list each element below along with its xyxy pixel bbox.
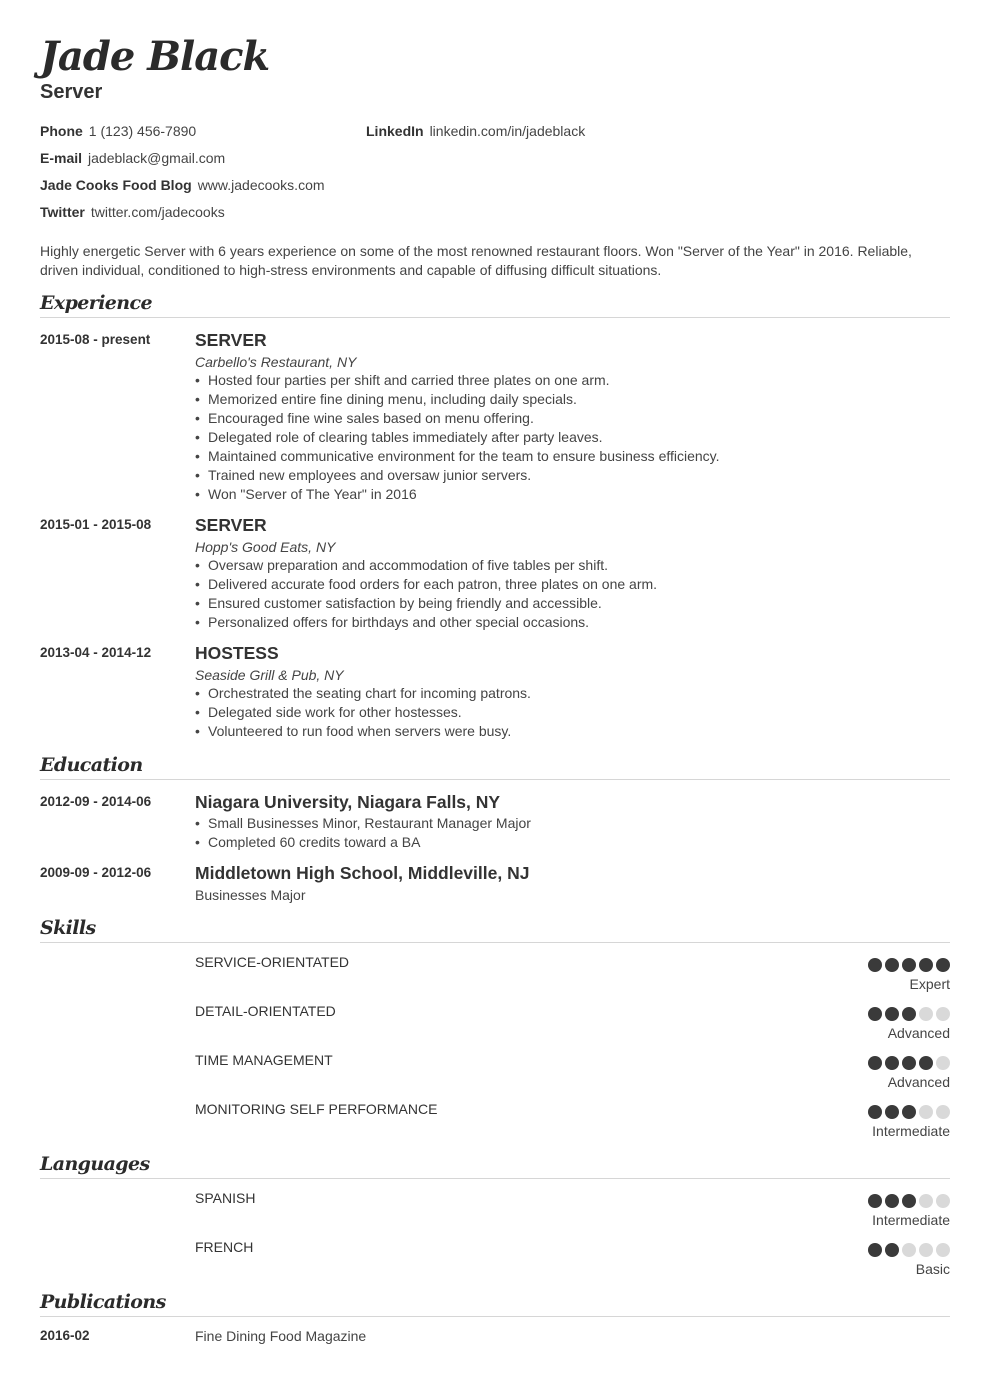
skill-level: Intermediate — [872, 1123, 950, 1139]
list-item: • Maintained communicative environment for the team to ensure business efficiency. — [195, 447, 720, 466]
summary: Highly energetic Server with 6 years experience on some of the most renowned restaurant floors. Won "Server of the Year" in 2016. Reliable, driven individual, conditioned to high-stress environments and capable of diffusing difficult situations. — [40, 243, 912, 278]
publication-date: 2016-02 — [40, 1328, 90, 1343]
job-date: 2013-04 - 2014-12 — [40, 645, 152, 660]
job-company: Hopp's Good Eats, NY — [195, 539, 336, 555]
list-item: • Encouraged fine wine sales based on menu offering. — [195, 409, 720, 428]
job-bullets — [195, 371, 720, 504]
job-date: 2015-01 - 2015-08 — [40, 517, 152, 532]
job-title: SERVER — [195, 330, 267, 350]
contact-linkedin-label: LinkedIn — [366, 123, 424, 139]
rating-dot-filled — [885, 958, 899, 972]
section-languages-title: Languages — [40, 1153, 150, 1175]
list-item: • Oversaw preparation and accommodation of five tables per shift. — [195, 556, 657, 575]
education-school: Middletown High School, Middleville, NJ — [195, 863, 530, 883]
list-item: • Delivered accurate food orders for each patron, three plates on one arm. — [195, 575, 657, 594]
contact-twitter-value[interactable]: twitter.com/jadecooks — [90, 204, 225, 220]
contact-linkedin-value[interactable]: linkedin.com/in/jadeblack — [429, 123, 586, 139]
rating-dot-empty — [919, 1194, 933, 1208]
rating-dot-filled — [919, 958, 933, 972]
education-bullets — [195, 814, 531, 852]
contact-blog-label: Jade Cooks Food Blog — [40, 177, 192, 193]
rating-dot-filled — [936, 958, 950, 972]
language-name: SPANISH — [195, 1190, 256, 1206]
list-item: • Delegated role of clearing tables immediately after party leaves. — [195, 428, 720, 447]
contact-email-label: E-mail — [40, 150, 83, 166]
language-rating — [868, 1194, 950, 1208]
skill-name: DETAIL-ORIENTATED — [195, 1003, 336, 1019]
section-experience — [40, 292, 950, 318]
contact-email-value[interactable]: jadeblack@gmail.com — [88, 150, 226, 166]
rating-dot-empty — [936, 1056, 950, 1070]
contact-twitter-label: Twitter — [40, 204, 85, 220]
candidate-title: Server — [40, 81, 103, 103]
rating-dot-filled — [902, 958, 916, 972]
skill-name: MONITORING SELF PERFORMANCE — [195, 1101, 438, 1117]
list-item: • Completed 60 credits toward a BA — [195, 833, 531, 852]
rating-dot-empty — [919, 1105, 933, 1119]
section-publications-title: Publications — [40, 1291, 166, 1313]
rating-dot-empty — [936, 1194, 950, 1208]
job-bullets — [195, 556, 657, 632]
rating-dot-filled — [902, 1105, 916, 1119]
rating-dot-filled — [919, 1056, 933, 1070]
list-item: • Won "Server of The Year" in 2016 — [195, 485, 720, 504]
list-item: • Ensured customer satisfaction by being friendly and accessible. — [195, 594, 657, 613]
language-rating — [868, 1243, 950, 1257]
rating-dot-filled — [868, 1243, 882, 1257]
candidate-name: Jade Black — [40, 33, 270, 80]
skill-level: Advanced — [887, 1074, 950, 1090]
contact-twitter — [40, 204, 225, 220]
section-education-title: Education — [40, 754, 143, 776]
skill-level: Expert — [909, 976, 950, 992]
contact-blog-value[interactable]: www.jadecooks.com — [197, 177, 325, 193]
rating-dot-filled — [902, 1056, 916, 1070]
education-school: Niagara University, Niagara Falls, NY — [195, 792, 501, 812]
rating-dot-empty — [919, 1243, 933, 1257]
job-title: SERVER — [195, 515, 267, 535]
education-date: 2009-09 - 2012-06 — [40, 865, 152, 880]
section-skills-title: Skills — [40, 917, 96, 939]
rating-dot-empty — [902, 1243, 916, 1257]
skill-level: Advanced — [887, 1025, 950, 1041]
contact-phone — [40, 123, 196, 139]
rating-dot-empty — [936, 1007, 950, 1021]
rating-dot-filled — [868, 1194, 882, 1208]
list-item: • Hosted four parties per shift and carried three plates on one arm. — [195, 371, 720, 390]
skill-rating — [868, 958, 950, 972]
rating-dot-empty — [919, 1007, 933, 1021]
contact-email — [40, 150, 225, 166]
rating-dot-filled — [868, 1007, 882, 1021]
rating-dot-filled — [885, 1056, 899, 1070]
list-item: • Delegated side work for other hostesses. — [195, 703, 531, 722]
rating-dot-filled — [885, 1105, 899, 1119]
job-bullets — [195, 684, 531, 741]
education-detail: Businesses Major — [195, 887, 306, 903]
contact-blog — [40, 177, 325, 193]
skill-name: SERVICE-ORIENTATED — [195, 954, 350, 970]
contact-phone-label: Phone — [40, 123, 83, 139]
language-level: Intermediate — [872, 1212, 950, 1228]
rating-dot-filled — [868, 958, 882, 972]
job-date: 2015-08 - present — [40, 332, 151, 347]
section-skills — [40, 917, 950, 943]
section-experience-title: Experience — [40, 292, 152, 314]
list-item: • Memorized entire fine dining menu, including daily specials. — [195, 390, 720, 409]
rating-dot-filled — [902, 1194, 916, 1208]
skill-rating — [868, 1105, 950, 1119]
rating-dot-filled — [868, 1105, 882, 1119]
list-item: • Personalized offers for birthdays and other special occasions. — [195, 613, 657, 632]
rating-dot-filled — [885, 1007, 899, 1021]
rating-dot-filled — [885, 1194, 899, 1208]
job-company: Seaside Grill & Pub, NY — [195, 667, 344, 683]
section-education — [40, 754, 950, 780]
skill-rating — [868, 1056, 950, 1070]
section-languages — [40, 1153, 950, 1179]
list-item: • Volunteered to run food when servers were busy. — [195, 722, 531, 741]
list-item: • Trained new employees and oversaw junior servers. — [195, 466, 720, 485]
section-publications — [40, 1291, 950, 1317]
skill-name: TIME MANAGEMENT — [195, 1052, 333, 1068]
language-name: FRENCH — [195, 1239, 254, 1255]
contact-phone-value: 1 (123) 456-7890 — [88, 123, 197, 139]
rating-dot-empty — [936, 1243, 950, 1257]
list-item: • Orchestrated the seating chart for incoming patrons. — [195, 684, 531, 703]
job-title: HOSTESS — [195, 643, 279, 663]
rating-dot-filled — [902, 1007, 916, 1021]
publication-title: Fine Dining Food Magazine — [195, 1328, 367, 1344]
education-date: 2012-09 - 2014-06 — [40, 794, 152, 809]
rating-dot-empty — [936, 1105, 950, 1119]
list-item: • Small Businesses Minor, Restaurant Manager Major — [195, 814, 531, 833]
language-level: Basic — [915, 1261, 950, 1277]
contact-linkedin — [366, 123, 585, 139]
rating-dot-filled — [885, 1243, 899, 1257]
rating-dot-filled — [868, 1056, 882, 1070]
skill-rating — [868, 1007, 950, 1021]
job-company: Carbello's Restaurant, NY — [195, 354, 357, 370]
